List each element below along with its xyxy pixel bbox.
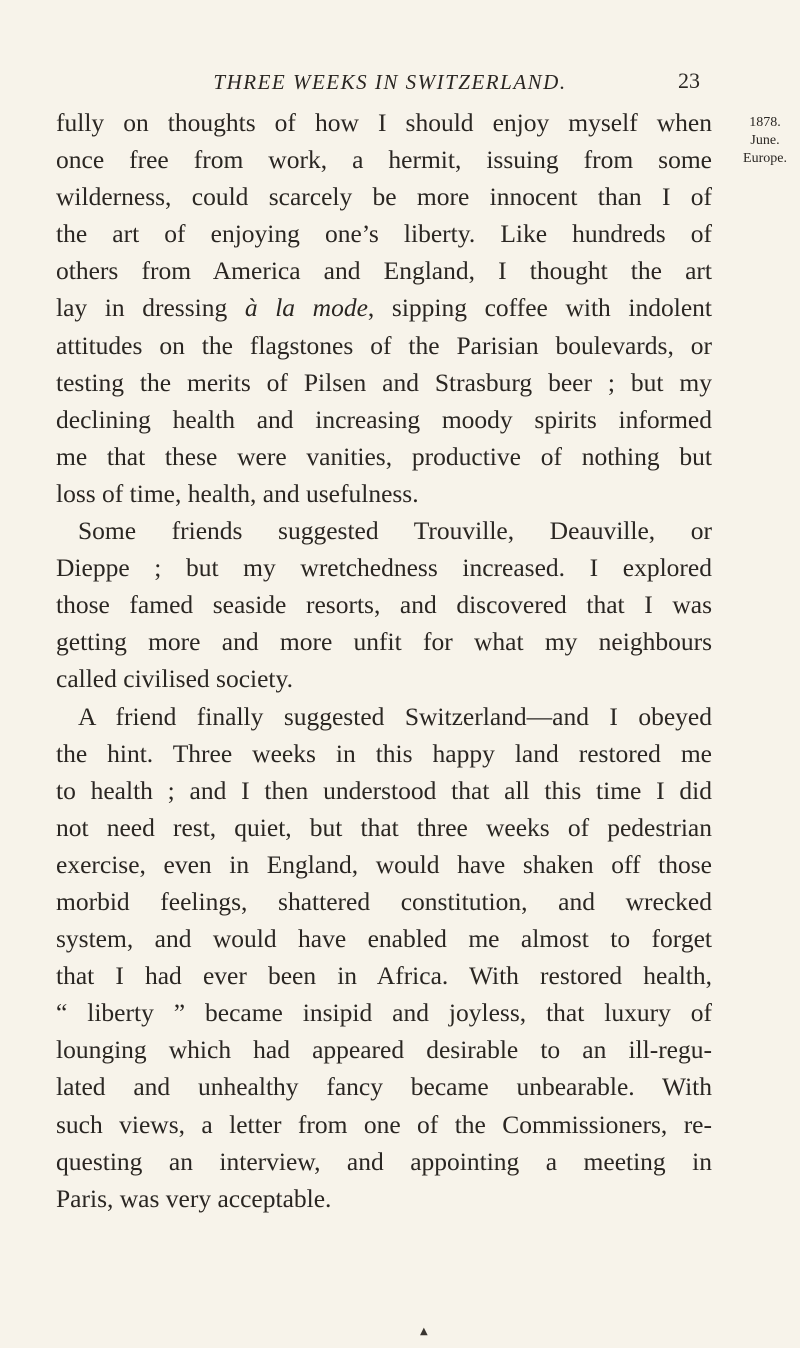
text-line: getting more and more unfit for what my neighbours [56,627,712,657]
text-line: system, and would have enabled me almost to forget [56,924,712,954]
text-line: loss of time, health, and usefulness. [56,478,419,508]
text-line: fully on thoughts of how I should enjoy myself when [56,108,712,137]
paragraph [56,512,712,697]
text-line: that I had ever been in Africa. With restored health, [56,961,712,991]
text-line: questing an interview, and appointing a meeting in [56,1146,712,1176]
text-line: called civilised society. [56,664,293,694]
text-line: the hint. Three weeks in this happy land restored me [56,738,712,768]
margin-note-month: June. [750,133,780,148]
margin-note-place: Europe. [743,151,787,166]
text-line: wilderness, could scarcely be more innocent than I of [56,182,712,212]
text-line: attitudes on the flagstones of the Parisian boulevards, or [56,330,712,360]
text-line: me that these were vanities, productive of nothing but [56,441,712,471]
text-line: exercise, even in England, would have shaken off those [56,849,712,879]
italic-phrase: à la mode [244,293,368,323]
paragraph [56,698,712,1217]
text-line [56,289,712,326]
text-line: testing the merits of Pilsen and Strasburg beer ; but my [56,367,712,397]
text-line: lated and unhealthy fancy became unbearable. With [56,1072,712,1102]
text-line: Some friends suggested Trouville, Deauville, or [78,516,712,546]
text-line: such views, a letter from one of the Commissioners, re- [56,1109,712,1139]
page-number: 23 [678,68,700,93]
text-line: “ liberty ” became insipid and joyless, that luxury of [56,998,712,1028]
text-line: Paris, was very acceptable. [56,1183,332,1213]
text-line: Dieppe ; but my wretchedness increased. I explored [56,553,712,583]
text-line: those famed seaside resorts, and discovered that I was [56,590,712,620]
text-run: lay in dressing [56,293,245,323]
text-line: lounging which had appeared desirable to an ill-regu- [56,1035,712,1065]
running-head: THREE WEEKS IN SWITZERLAND. [213,70,567,94]
text-line: declining health and increasing moody spirits informed [56,404,712,434]
paragraph [56,104,712,512]
text-line: A friend finally suggested Switzerland—and I obeyed [78,701,712,731]
margin-note [734,114,796,168]
ink-speck: ▲ [420,1326,428,1337]
body-text [56,104,712,1217]
text-run: , sipping coffee with indolent [367,293,712,323]
text-line: not need rest, quiet, but that three weeks of pedestrian [56,812,712,842]
margin-note-year: 1878. [749,115,781,130]
text-line: the art of enjoying one’s liberty. Like hundreds of [56,219,712,249]
text-line: others from America and England, I thought the art [56,256,712,286]
text-line: once free from work, a hermit, issuing from some [56,145,712,175]
text-line: morbid feelings, shattered constitution, and wrecked [56,886,712,916]
text-line: to health ; and I then understood that all this time I did [56,775,712,805]
